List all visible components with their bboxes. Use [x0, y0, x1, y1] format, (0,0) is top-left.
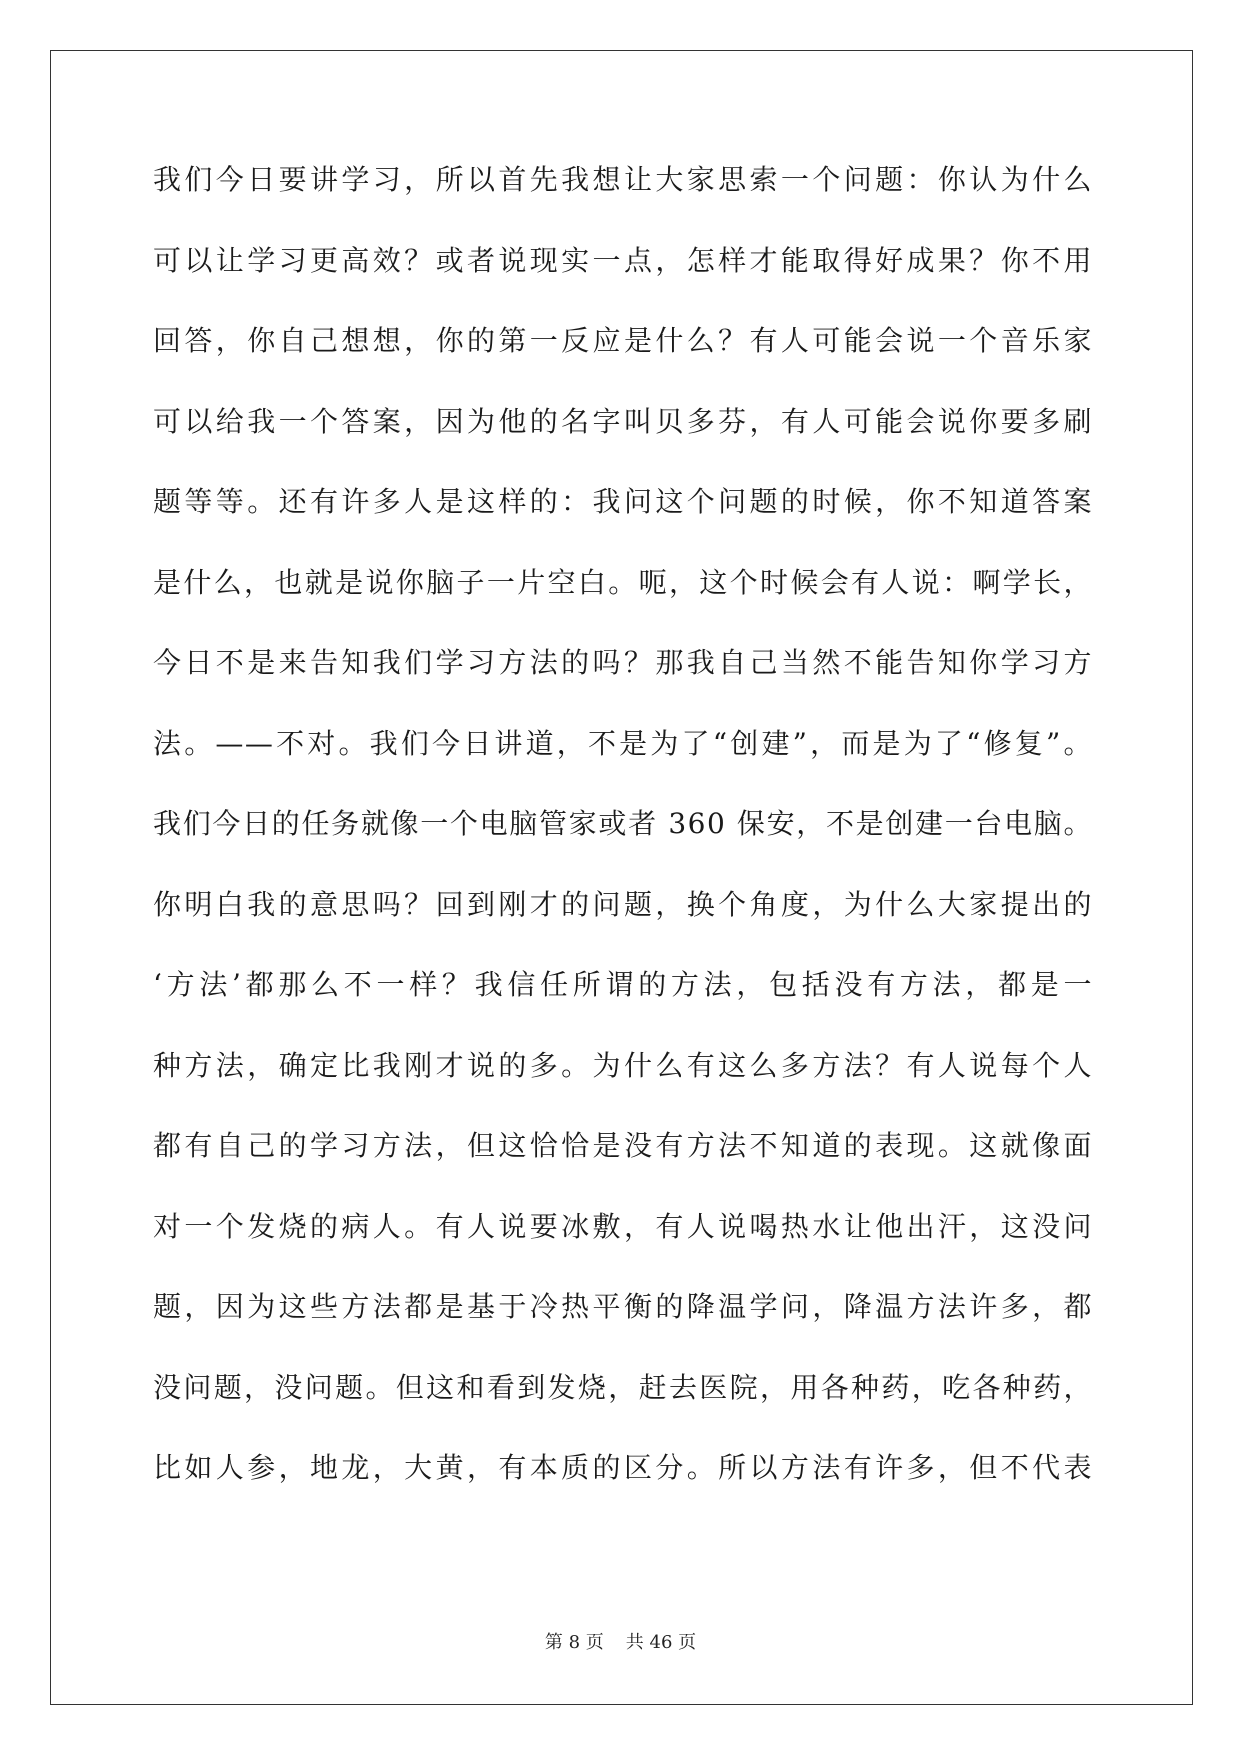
text-line: 是什么，也就是说你脑子一片空白。呃，这个时候会有人说：啊学长，	[153, 565, 1093, 599]
text-line: 我们今日的任务就像一个电脑管家或者 360 保安，不是创建一台电脑。	[153, 807, 1093, 840]
text-line: 对一个发烧的病人。有人说要冰敷，有人说喝热水让他出汗，这没问	[153, 1209, 1093, 1243]
current-page-number: 第 8 页	[544, 1632, 604, 1653]
text-line: 你明白我的意思吗？回到刚才的问题，换个角度，为什么大家提出的	[153, 887, 1093, 921]
text-line: 今日不是来告知我们学习方法的吗？那我自己当然不能告知你学习方	[153, 646, 1093, 679]
text-line: 回答，你自己想想，你的第一反应是什么？有人可能会说一个音乐家	[153, 324, 1093, 357]
text-line: 比如人参，地龙，大黄，有本质的区分。所以方法有许多，但不代表	[153, 1451, 1093, 1484]
body-text	[153, 160, 1093, 1529]
text-line: ‘方法’都那么不一样？我信任所谓的方法，包括没有方法，都是一	[153, 968, 1093, 1001]
text-line: 可以给我一个答案，因为他的名字叫贝多芬，有人可能会说你要多刷	[153, 404, 1093, 438]
total-page-count: 共 46 页	[625, 1632, 697, 1653]
text-line: 没问题，没问题。但这和看到发烧，赶去医院，用各种药，吃各种药，	[153, 1370, 1093, 1404]
text-line: 题，因为这些方法都是基于冷热平衡的降温学问，降温方法许多，都	[153, 1290, 1093, 1323]
page-footer	[0, 1628, 1241, 1654]
text-line: 都有自己的学习方法，但这恰恰是没有方法不知道的表现。这就像面	[153, 1129, 1093, 1162]
text-line: 可以让学习更高效？或者说现实一点，怎样才能取得好成果？你不用	[153, 243, 1093, 277]
text-line: 我们今日要讲学习，所以首先我想让大家思索一个问题：你认为什么	[153, 163, 1093, 196]
text-line: 法。——不对。我们今日讲道，不是为了“创建”，而是为了“修复”。	[153, 726, 1093, 760]
text-line: 题等等。还有许多人是这样的：我问这个问题的时候，你不知道答案	[153, 485, 1093, 518]
text-line: 种方法，确定比我刚才说的多。为什么有这么多方法？有人说每个人	[153, 1048, 1093, 1082]
